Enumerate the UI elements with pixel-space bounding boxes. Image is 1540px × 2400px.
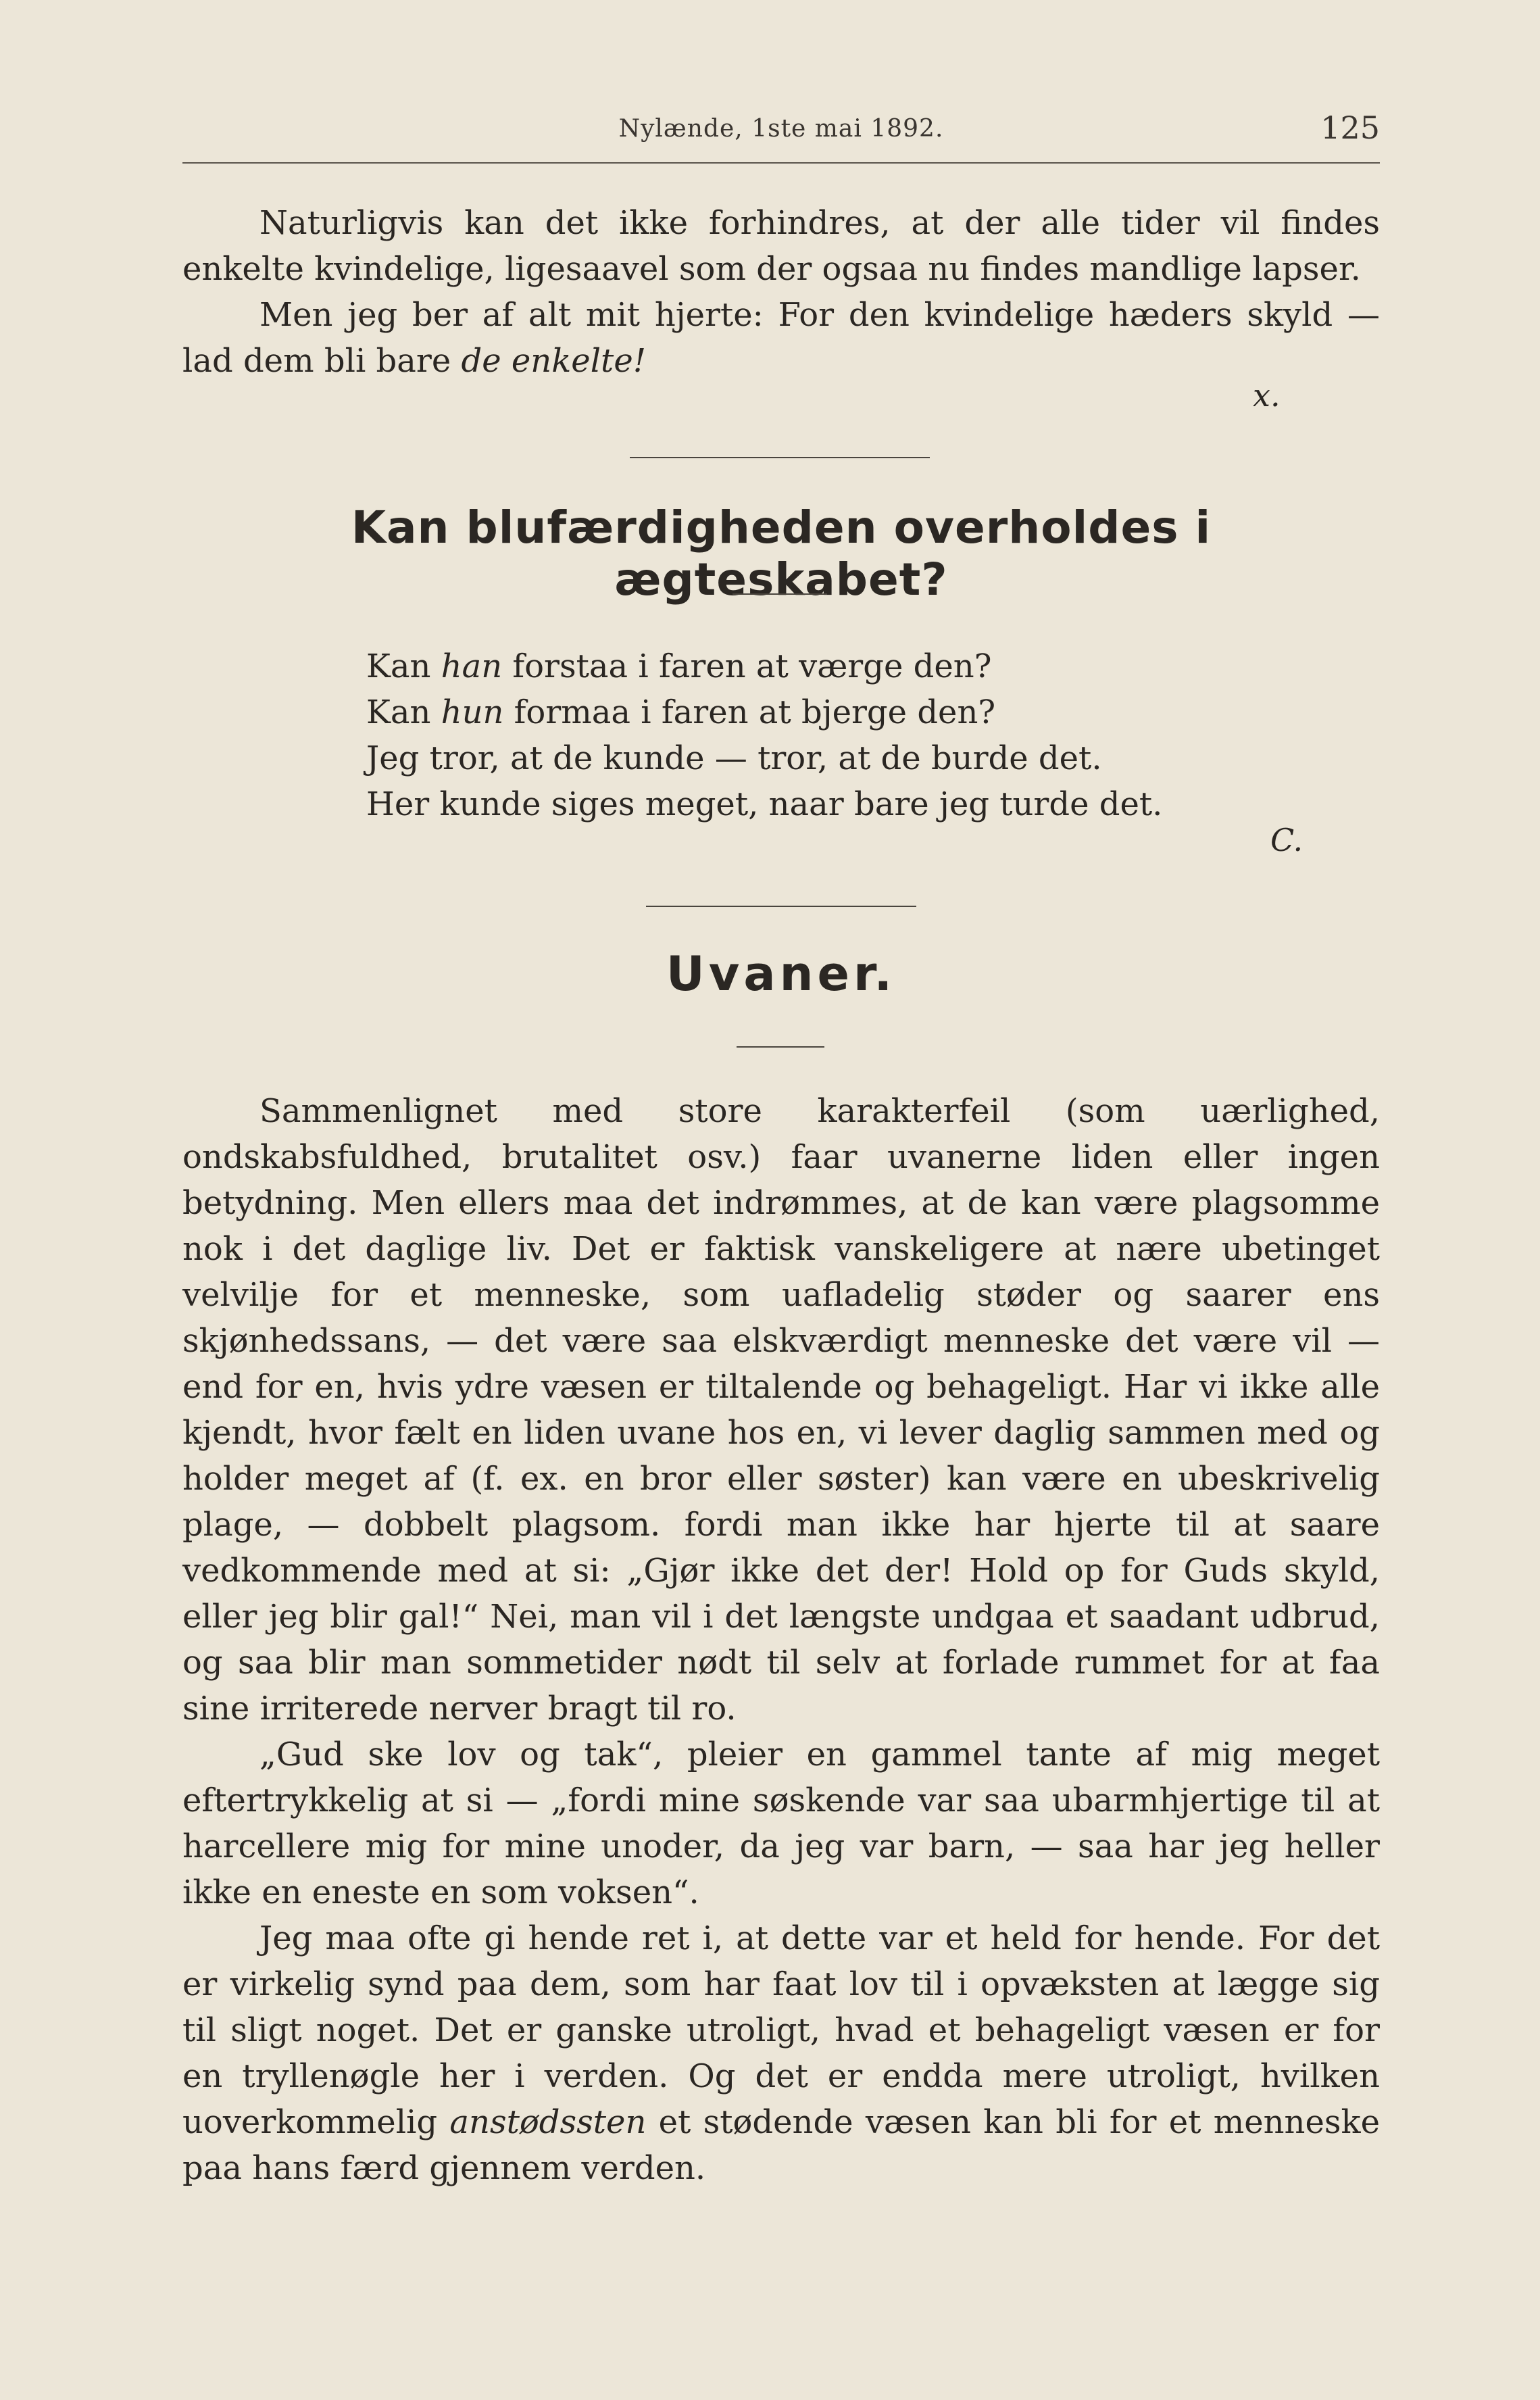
intro-paragraph-1-text: Naturligvis kan det ikke forhindres, at der alle tider vil findes enkelte kvindelige, ligesaavel som der ogsaa nu findes mandlige lapser. [182,204,1380,288]
verse-line-1-b: forstaa i faren at værge den? [502,647,992,685]
page-number: 125 [1320,109,1380,146]
article-1-heading: Kan blufærdigheden overholdes i ægteskabet? [351,501,1212,606]
intro-paragraph-2-text: Men jeg ber af alt mit hjerte: For den kvindelige hæders skyld — lad dem bli bare [182,296,1380,380]
article-2-paragraph-2 [182,1732,1380,1915]
intro-paragraph-1 [182,200,1380,292]
article-2-paragraph-3-a: Jeg maa ofte gi hende ret i, at dette var et held for hende. For det er virkelig synd paa dem, som har faat lov til i opvæksten at lægge sig til sligt noget. Det er ganske utroligt, hvad et behageligt væsen er for en tryllenøgle her i verden. Og det er endda mere utroligt, hvilken uoverkommelig [182,1919,1380,2141]
section-divider [630,457,930,458]
article-2-paragraph-3 [182,1915,1380,2191]
verse-line-3: Jeg tror, at de kunde — tror, at de burde det. [366,739,1102,777]
header-rule [182,162,1380,164]
article-2-heading: Uvaner. [666,946,897,1002]
verse [366,643,1162,827]
intro-emphasis: de enkelte! [461,342,647,380]
intro-paragraph-2 [182,292,1380,384]
verse-line-2 [366,689,1162,735]
verse-line-2-a: Kan [366,693,441,731]
verse-line-4: Her kunde siges meget, naar bare jeg turde det. [366,785,1163,823]
heading-rule [732,593,827,595]
article-2-paragraph-3-b: et stødende væsen kan bli for et menneske paa hans færd gjennem verden. [182,2103,1381,2187]
article-2-paragraph-1-text: Sammenlignet med store karakterfeil (som uærlighed, ondskabsfuldhed, brutalitet osv.) faar uvanerne liden eller ingen betydning. Men ellers maa det indrømmes, at de kan være plagsomme nok i det daglige liv. Det er faktisk vanskeligere at nære ubetinget velvilje for et menneske, som uafladelig støder og saarer ens skjønhedssans, — det være saa elskværdigt menneske det være vil — end for en, hvis ydre væsen er tiltalende og behageligt. Har vi ikke alle kjendt, hvor fælt en liden uvane hos en, vi lever daglig sammen med og holder meget af (f. ex. en bror eller søster) kan være en ubeskrivelig plage, — dobbelt plagsom. fordi man ikke har hjerte til at saare vedkommende med at si: „Gjør ikke det der! Hold op for Guds skyld, eller jeg blir gal!“ Nei, man vil i det længste undgaa et saadant udbrud, og saa blir man sommetider nødt til selv at forlade rummet for at faa sine irriterede nerver bragt til ro. [182,1092,1380,1728]
verse-signature: C. [1270,822,1303,858]
article-2-paragraph-3-em: anstødssten [449,2103,647,2141]
verse-line-1-em: han [441,647,503,685]
running-header [182,108,1380,155]
article-2-paragraph-2-text: „Gud ske lov og tak“, pleier en gammel tante af mig meget eftertrykkelig at si — „fordi mine søskende var saa ubarmhjertige til at harcellere mig for mine unoder, da jeg var barn, — saa har jeg heller ikke en eneste en som voksen“. [182,1736,1380,1911]
section-divider-2 [646,906,916,907]
heading-rule-2 [737,1046,824,1048]
verse-line-1 [366,643,1162,689]
verse-line-2-em: hun [441,693,504,731]
verse-line-1-a: Kan [366,647,441,685]
intro-signature: x. [1253,377,1281,414]
verse-line-2-b: formaa i faren at bjerge den? [503,693,996,731]
article-2-paragraph-1 [182,1088,1380,1732]
running-title: Nylænde, 1ste mai 1892. [618,115,944,143]
